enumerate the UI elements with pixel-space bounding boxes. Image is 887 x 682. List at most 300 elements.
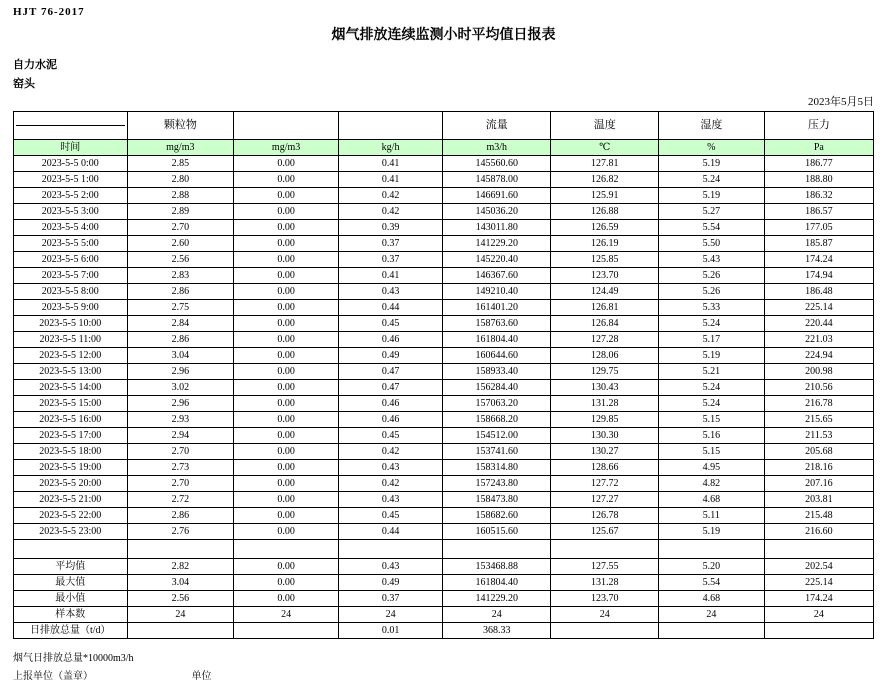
time-cell: 2023-5-5 13:00 bbox=[14, 364, 128, 380]
value-cell: 185.87 bbox=[764, 236, 873, 252]
table-row bbox=[14, 252, 874, 268]
value-cell: 145560.60 bbox=[443, 156, 551, 172]
time-cell: 2023-5-5 4:00 bbox=[14, 220, 128, 236]
value-cell: 0.00 bbox=[234, 316, 339, 332]
value-cell: 5.54 bbox=[658, 575, 764, 591]
value-cell: 157243.80 bbox=[443, 476, 551, 492]
value-cell: 2.56 bbox=[127, 252, 234, 268]
summary-label-cell: 最大值 bbox=[14, 575, 128, 591]
value-cell: 5.24 bbox=[658, 172, 764, 188]
value-cell: 5.33 bbox=[658, 300, 764, 316]
value-cell: 0.00 bbox=[234, 460, 339, 476]
value-cell: 186.32 bbox=[764, 188, 873, 204]
page-title: 烟气排放连续监测小时平均值日报表 bbox=[331, 28, 556, 43]
value-cell: 216.78 bbox=[764, 396, 873, 412]
value-cell: 3.04 bbox=[127, 575, 234, 591]
value-cell: 24 bbox=[339, 607, 443, 623]
value-cell: 0.00 bbox=[234, 252, 339, 268]
table-row bbox=[14, 284, 874, 300]
value-cell: 153741.60 bbox=[443, 444, 551, 460]
header-group-cell: 流量 bbox=[443, 112, 551, 140]
value-cell: 0.00 bbox=[234, 156, 339, 172]
value-cell: 5.19 bbox=[658, 348, 764, 364]
value-cell: 127.28 bbox=[551, 332, 659, 348]
report-date: 2023年5月5日 bbox=[808, 96, 874, 108]
value-cell: 0.43 bbox=[339, 284, 443, 300]
time-cell: 2023-5-5 12:00 bbox=[14, 348, 128, 364]
unit-row bbox=[14, 140, 874, 156]
value-cell: 129.85 bbox=[551, 412, 659, 428]
table-row bbox=[14, 348, 874, 364]
table-row bbox=[14, 412, 874, 428]
value-cell: 156284.40 bbox=[443, 380, 551, 396]
value-cell: 125.91 bbox=[551, 188, 659, 204]
value-cell: 128.06 bbox=[551, 348, 659, 364]
header-group-cell bbox=[234, 112, 339, 140]
value-cell: 0.00 bbox=[234, 188, 339, 204]
value-cell: 0.45 bbox=[339, 316, 443, 332]
value-cell: 3.02 bbox=[127, 380, 234, 396]
value-cell: 2.82 bbox=[127, 559, 234, 575]
value-cell: 153468.88 bbox=[443, 559, 551, 575]
value-cell: 3.04 bbox=[127, 348, 234, 364]
value-cell: 0.44 bbox=[339, 524, 443, 540]
value-cell: 5.20 bbox=[658, 559, 764, 575]
unit-cell: m3/h bbox=[443, 140, 551, 156]
value-cell bbox=[127, 540, 234, 559]
value-cell: 0.49 bbox=[339, 575, 443, 591]
value-cell: 2.86 bbox=[127, 284, 234, 300]
value-cell: 0.00 bbox=[234, 492, 339, 508]
table-row bbox=[14, 396, 874, 412]
value-cell: 126.19 bbox=[551, 236, 659, 252]
time-cell: 2023-5-5 21:00 bbox=[14, 492, 128, 508]
header-group-cell bbox=[339, 112, 443, 140]
summary-row bbox=[14, 575, 874, 591]
value-cell: 2.94 bbox=[127, 428, 234, 444]
value-cell: 24 bbox=[443, 607, 551, 623]
value-cell: 0.00 bbox=[234, 524, 339, 540]
value-cell: 0.49 bbox=[339, 348, 443, 364]
table-row bbox=[14, 300, 874, 316]
value-cell bbox=[658, 540, 764, 559]
value-cell: 2.84 bbox=[127, 316, 234, 332]
value-cell: 141229.20 bbox=[443, 591, 551, 607]
value-cell: 0.44 bbox=[339, 300, 443, 316]
value-cell: 127.81 bbox=[551, 156, 659, 172]
value-cell: 146367.60 bbox=[443, 268, 551, 284]
value-cell: 24 bbox=[658, 607, 764, 623]
value-cell: 174.94 bbox=[764, 268, 873, 284]
value-cell: 0.46 bbox=[339, 412, 443, 428]
value-cell: 203.81 bbox=[764, 492, 873, 508]
summary-label-cell: 日排放总量（t/d） bbox=[14, 623, 128, 639]
table-row bbox=[14, 428, 874, 444]
value-cell: 0.47 bbox=[339, 364, 443, 380]
time-cell: 2023-5-5 23:00 bbox=[14, 524, 128, 540]
time-cell: 2023-5-5 22:00 bbox=[14, 508, 128, 524]
time-cell: 2023-5-5 6:00 bbox=[14, 252, 128, 268]
value-cell: 2.96 bbox=[127, 396, 234, 412]
time-cell: 2023-5-5 18:00 bbox=[14, 444, 128, 460]
table-row bbox=[14, 460, 874, 476]
report-unit-label: 上报单位（盖章） bbox=[13, 671, 93, 682]
value-cell: 5.11 bbox=[658, 508, 764, 524]
value-cell: 215.65 bbox=[764, 412, 873, 428]
value-cell: 0.00 bbox=[234, 300, 339, 316]
value-cell: 2.86 bbox=[127, 508, 234, 524]
value-cell: 24 bbox=[234, 607, 339, 623]
value-cell: 0.00 bbox=[234, 428, 339, 444]
unit-cell: % bbox=[658, 140, 764, 156]
value-cell: 0.00 bbox=[234, 236, 339, 252]
value-cell: 158473.80 bbox=[443, 492, 551, 508]
value-cell: 4.95 bbox=[658, 460, 764, 476]
value-cell: 0.00 bbox=[234, 348, 339, 364]
value-cell: 0.00 bbox=[234, 396, 339, 412]
value-cell: 5.24 bbox=[658, 316, 764, 332]
value-cell: 131.28 bbox=[551, 396, 659, 412]
value-cell: 2.93 bbox=[127, 412, 234, 428]
value-cell: 126.78 bbox=[551, 508, 659, 524]
value-cell: 2.88 bbox=[127, 188, 234, 204]
value-cell: 202.54 bbox=[764, 559, 873, 575]
time-cell: 2023-5-5 9:00 bbox=[14, 300, 128, 316]
unit-cell: kg/h bbox=[339, 140, 443, 156]
value-cell: 130.30 bbox=[551, 428, 659, 444]
value-cell: 2.76 bbox=[127, 524, 234, 540]
company-name: 自力水泥 bbox=[13, 59, 57, 71]
value-cell: 0.43 bbox=[339, 460, 443, 476]
value-cell: 124.49 bbox=[551, 284, 659, 300]
table-row bbox=[14, 492, 874, 508]
table-row bbox=[14, 220, 874, 236]
value-cell bbox=[234, 540, 339, 559]
split-bottom-cell bbox=[16, 126, 125, 139]
value-cell: 158668.20 bbox=[443, 412, 551, 428]
value-cell: 5.16 bbox=[658, 428, 764, 444]
time-header-split bbox=[14, 112, 128, 140]
value-cell: 5.50 bbox=[658, 236, 764, 252]
split-top-cell bbox=[16, 112, 125, 126]
value-cell: 131.28 bbox=[551, 575, 659, 591]
header-group-cell: 颗粒物 bbox=[127, 112, 234, 140]
time-cell: 2023-5-5 17:00 bbox=[14, 428, 128, 444]
value-cell: 24 bbox=[551, 607, 659, 623]
value-cell: 157063.20 bbox=[443, 396, 551, 412]
header-group-cell: 温度 bbox=[551, 112, 659, 140]
value-cell: 0.00 bbox=[234, 172, 339, 188]
time-cell: 2023-5-5 19:00 bbox=[14, 460, 128, 476]
value-cell: 0.00 bbox=[234, 508, 339, 524]
value-cell: 126.88 bbox=[551, 204, 659, 220]
value-cell bbox=[234, 623, 339, 639]
value-cell: 2.73 bbox=[127, 460, 234, 476]
value-cell: 0.00 bbox=[234, 332, 339, 348]
time-cell: 2023-5-5 15:00 bbox=[14, 396, 128, 412]
value-cell: 0.37 bbox=[339, 591, 443, 607]
value-cell: 0.00 bbox=[234, 204, 339, 220]
value-cell: 5.26 bbox=[658, 284, 764, 300]
value-cell: 161401.20 bbox=[443, 300, 551, 316]
value-cell: 0.46 bbox=[339, 332, 443, 348]
time-cell: 2023-5-5 2:00 bbox=[14, 188, 128, 204]
value-cell: 0.00 bbox=[234, 220, 339, 236]
value-cell: 0.47 bbox=[339, 380, 443, 396]
value-cell: 0.42 bbox=[339, 188, 443, 204]
value-cell: 2.75 bbox=[127, 300, 234, 316]
value-cell: 5.43 bbox=[658, 252, 764, 268]
value-cell: 160644.60 bbox=[443, 348, 551, 364]
value-cell: 5.15 bbox=[658, 412, 764, 428]
value-cell: 145878.00 bbox=[443, 172, 551, 188]
time-cell: 2023-5-5 5:00 bbox=[14, 236, 128, 252]
value-cell: 2.86 bbox=[127, 332, 234, 348]
table-row bbox=[14, 380, 874, 396]
table-body bbox=[14, 156, 874, 639]
summary-label-cell: 平均值 bbox=[14, 559, 128, 575]
header-group-row bbox=[14, 112, 874, 140]
value-cell: 125.67 bbox=[551, 524, 659, 540]
value-cell bbox=[764, 623, 873, 639]
value-cell: 2.60 bbox=[127, 236, 234, 252]
value-cell: 224.94 bbox=[764, 348, 873, 364]
value-cell: 0.42 bbox=[339, 476, 443, 492]
gap-cell bbox=[14, 540, 128, 559]
value-cell: 123.70 bbox=[551, 268, 659, 284]
value-cell: 126.59 bbox=[551, 220, 659, 236]
value-cell: 127.27 bbox=[551, 492, 659, 508]
table-row bbox=[14, 236, 874, 252]
value-cell: 174.24 bbox=[764, 591, 873, 607]
value-cell: 154512.00 bbox=[443, 428, 551, 444]
value-cell: 0.42 bbox=[339, 444, 443, 460]
value-cell: 126.81 bbox=[551, 300, 659, 316]
value-cell: 200.98 bbox=[764, 364, 873, 380]
value-cell: 2.70 bbox=[127, 444, 234, 460]
doc-code: HJT 76-2017 bbox=[13, 6, 85, 18]
value-cell bbox=[551, 540, 659, 559]
value-cell: 141229.20 bbox=[443, 236, 551, 252]
unit-cell: ℃ bbox=[551, 140, 659, 156]
value-cell: 2.80 bbox=[127, 172, 234, 188]
value-cell: 215.48 bbox=[764, 508, 873, 524]
value-cell: 0.00 bbox=[234, 559, 339, 575]
value-cell: 211.53 bbox=[764, 428, 873, 444]
value-cell: 145220.40 bbox=[443, 252, 551, 268]
table-row bbox=[14, 204, 874, 220]
value-cell: 0.45 bbox=[339, 508, 443, 524]
value-cell: 5.24 bbox=[658, 380, 764, 396]
value-cell: 0.00 bbox=[234, 591, 339, 607]
value-cell: 24 bbox=[764, 607, 873, 623]
summary-row bbox=[14, 623, 874, 639]
value-cell: 0.43 bbox=[339, 492, 443, 508]
value-cell: 186.77 bbox=[764, 156, 873, 172]
value-cell: 0.00 bbox=[234, 444, 339, 460]
value-cell: 210.56 bbox=[764, 380, 873, 396]
value-cell: 2.72 bbox=[127, 492, 234, 508]
value-cell: 5.54 bbox=[658, 220, 764, 236]
value-cell: 145036.20 bbox=[443, 204, 551, 220]
value-cell: 5.21 bbox=[658, 364, 764, 380]
value-cell: 205.68 bbox=[764, 444, 873, 460]
table-row bbox=[14, 268, 874, 284]
value-cell: 221.03 bbox=[764, 332, 873, 348]
value-cell: 225.14 bbox=[764, 300, 873, 316]
value-cell: 2.56 bbox=[127, 591, 234, 607]
time-cell: 2023-5-5 7:00 bbox=[14, 268, 128, 284]
value-cell: 0.37 bbox=[339, 236, 443, 252]
value-cell: 216.60 bbox=[764, 524, 873, 540]
value-cell: 4.82 bbox=[658, 476, 764, 492]
value-cell: 0.00 bbox=[234, 364, 339, 380]
value-cell: 0.37 bbox=[339, 252, 443, 268]
value-cell: 0.00 bbox=[234, 412, 339, 428]
summary-label-cell: 最小值 bbox=[14, 591, 128, 607]
value-cell: 5.17 bbox=[658, 332, 764, 348]
value-cell: 0.00 bbox=[234, 575, 339, 591]
unit-cell: mg/m3 bbox=[234, 140, 339, 156]
unit-cell: 时间 bbox=[14, 140, 128, 156]
value-cell: 130.27 bbox=[551, 444, 659, 460]
value-cell: 0.45 bbox=[339, 428, 443, 444]
summary-row bbox=[14, 559, 874, 575]
table-row bbox=[14, 476, 874, 492]
value-cell: 2.83 bbox=[127, 268, 234, 284]
time-cell: 2023-5-5 10:00 bbox=[14, 316, 128, 332]
value-cell: 220.44 bbox=[764, 316, 873, 332]
report-table bbox=[13, 111, 874, 639]
table-row bbox=[14, 508, 874, 524]
value-cell: 4.68 bbox=[658, 591, 764, 607]
time-cell: 2023-5-5 16:00 bbox=[14, 412, 128, 428]
table-row bbox=[14, 316, 874, 332]
value-cell: 0.43 bbox=[339, 559, 443, 575]
value-cell: 2.70 bbox=[127, 476, 234, 492]
unit-cell: Pa bbox=[764, 140, 873, 156]
unit-label: 单位 bbox=[191, 671, 212, 682]
table-row bbox=[14, 524, 874, 540]
value-cell: 2.96 bbox=[127, 364, 234, 380]
value-cell: 0.39 bbox=[339, 220, 443, 236]
value-cell bbox=[127, 623, 234, 639]
value-cell: 2.85 bbox=[127, 156, 234, 172]
value-cell: 146691.60 bbox=[443, 188, 551, 204]
header-group-cell: 压力 bbox=[764, 112, 873, 140]
value-cell bbox=[764, 540, 873, 559]
time-cell: 2023-5-5 1:00 bbox=[14, 172, 128, 188]
value-cell: 161804.40 bbox=[443, 575, 551, 591]
value-cell: 161804.40 bbox=[443, 332, 551, 348]
table-row bbox=[14, 444, 874, 460]
summary-label-cell: 样本数 bbox=[14, 607, 128, 623]
value-cell: 4.68 bbox=[658, 492, 764, 508]
value-cell: 186.57 bbox=[764, 204, 873, 220]
value-cell: 158763.60 bbox=[443, 316, 551, 332]
time-cell: 2023-5-5 11:00 bbox=[14, 332, 128, 348]
value-cell: 0.46 bbox=[339, 396, 443, 412]
value-cell: 0.00 bbox=[234, 476, 339, 492]
value-cell: 158314.80 bbox=[443, 460, 551, 476]
value-cell: 160515.60 bbox=[443, 524, 551, 540]
value-cell: 2.89 bbox=[127, 204, 234, 220]
value-cell: 125.85 bbox=[551, 252, 659, 268]
value-cell: 0.41 bbox=[339, 156, 443, 172]
time-cell: 2023-5-5 20:00 bbox=[14, 476, 128, 492]
value-cell: 5.19 bbox=[658, 524, 764, 540]
value-cell: 158682.60 bbox=[443, 508, 551, 524]
time-cell: 2023-5-5 14:00 bbox=[14, 380, 128, 396]
value-cell: 5.24 bbox=[658, 396, 764, 412]
summary-row bbox=[14, 591, 874, 607]
value-cell: 186.48 bbox=[764, 284, 873, 300]
value-cell: 123.70 bbox=[551, 591, 659, 607]
value-cell: 5.19 bbox=[658, 188, 764, 204]
value-cell: 0.01 bbox=[339, 623, 443, 639]
header-group-cell: 湿度 bbox=[658, 112, 764, 140]
unit-cell: mg/m3 bbox=[127, 140, 234, 156]
table-row bbox=[14, 172, 874, 188]
time-cell: 2023-5-5 0:00 bbox=[14, 156, 128, 172]
value-cell: 5.19 bbox=[658, 156, 764, 172]
location-name: 窑头 bbox=[13, 78, 35, 90]
value-cell: 368.33 bbox=[443, 623, 551, 639]
value-cell: 0.42 bbox=[339, 204, 443, 220]
value-cell: 127.72 bbox=[551, 476, 659, 492]
value-cell: 127.55 bbox=[551, 559, 659, 575]
value-cell: 174.24 bbox=[764, 252, 873, 268]
value-cell: 0.00 bbox=[234, 380, 339, 396]
value-cell: 158933.40 bbox=[443, 364, 551, 380]
value-cell: 188.80 bbox=[764, 172, 873, 188]
value-cell bbox=[339, 540, 443, 559]
value-cell: 177.05 bbox=[764, 220, 873, 236]
footer-signature-line bbox=[13, 667, 874, 682]
value-cell: 218.16 bbox=[764, 460, 873, 476]
value-cell: 149210.40 bbox=[443, 284, 551, 300]
value-cell: 0.00 bbox=[234, 268, 339, 284]
gap-row bbox=[14, 540, 874, 559]
time-cell: 2023-5-5 3:00 bbox=[14, 204, 128, 220]
value-cell: 143011.80 bbox=[443, 220, 551, 236]
summary-row bbox=[14, 607, 874, 623]
value-cell: 24 bbox=[127, 607, 234, 623]
value-cell: 126.82 bbox=[551, 172, 659, 188]
table-row bbox=[14, 364, 874, 380]
table-row bbox=[14, 188, 874, 204]
table-row bbox=[14, 156, 874, 172]
value-cell: 5.26 bbox=[658, 268, 764, 284]
value-cell: 207.16 bbox=[764, 476, 873, 492]
value-cell: 0.41 bbox=[339, 172, 443, 188]
value-cell: 5.27 bbox=[658, 204, 764, 220]
table-row bbox=[14, 332, 874, 348]
value-cell: 0.00 bbox=[234, 284, 339, 300]
value-cell: 130.43 bbox=[551, 380, 659, 396]
time-cell: 2023-5-5 8:00 bbox=[14, 284, 128, 300]
value-cell: 0.41 bbox=[339, 268, 443, 284]
value-cell bbox=[658, 623, 764, 639]
value-cell: 128.66 bbox=[551, 460, 659, 476]
footer-note: 烟气日排放总量*10000m3/h bbox=[13, 653, 134, 664]
value-cell: 2.70 bbox=[127, 220, 234, 236]
value-cell: 5.15 bbox=[658, 444, 764, 460]
value-cell bbox=[443, 540, 551, 559]
value-cell: 129.75 bbox=[551, 364, 659, 380]
value-cell: 225.14 bbox=[764, 575, 873, 591]
value-cell bbox=[551, 623, 659, 639]
